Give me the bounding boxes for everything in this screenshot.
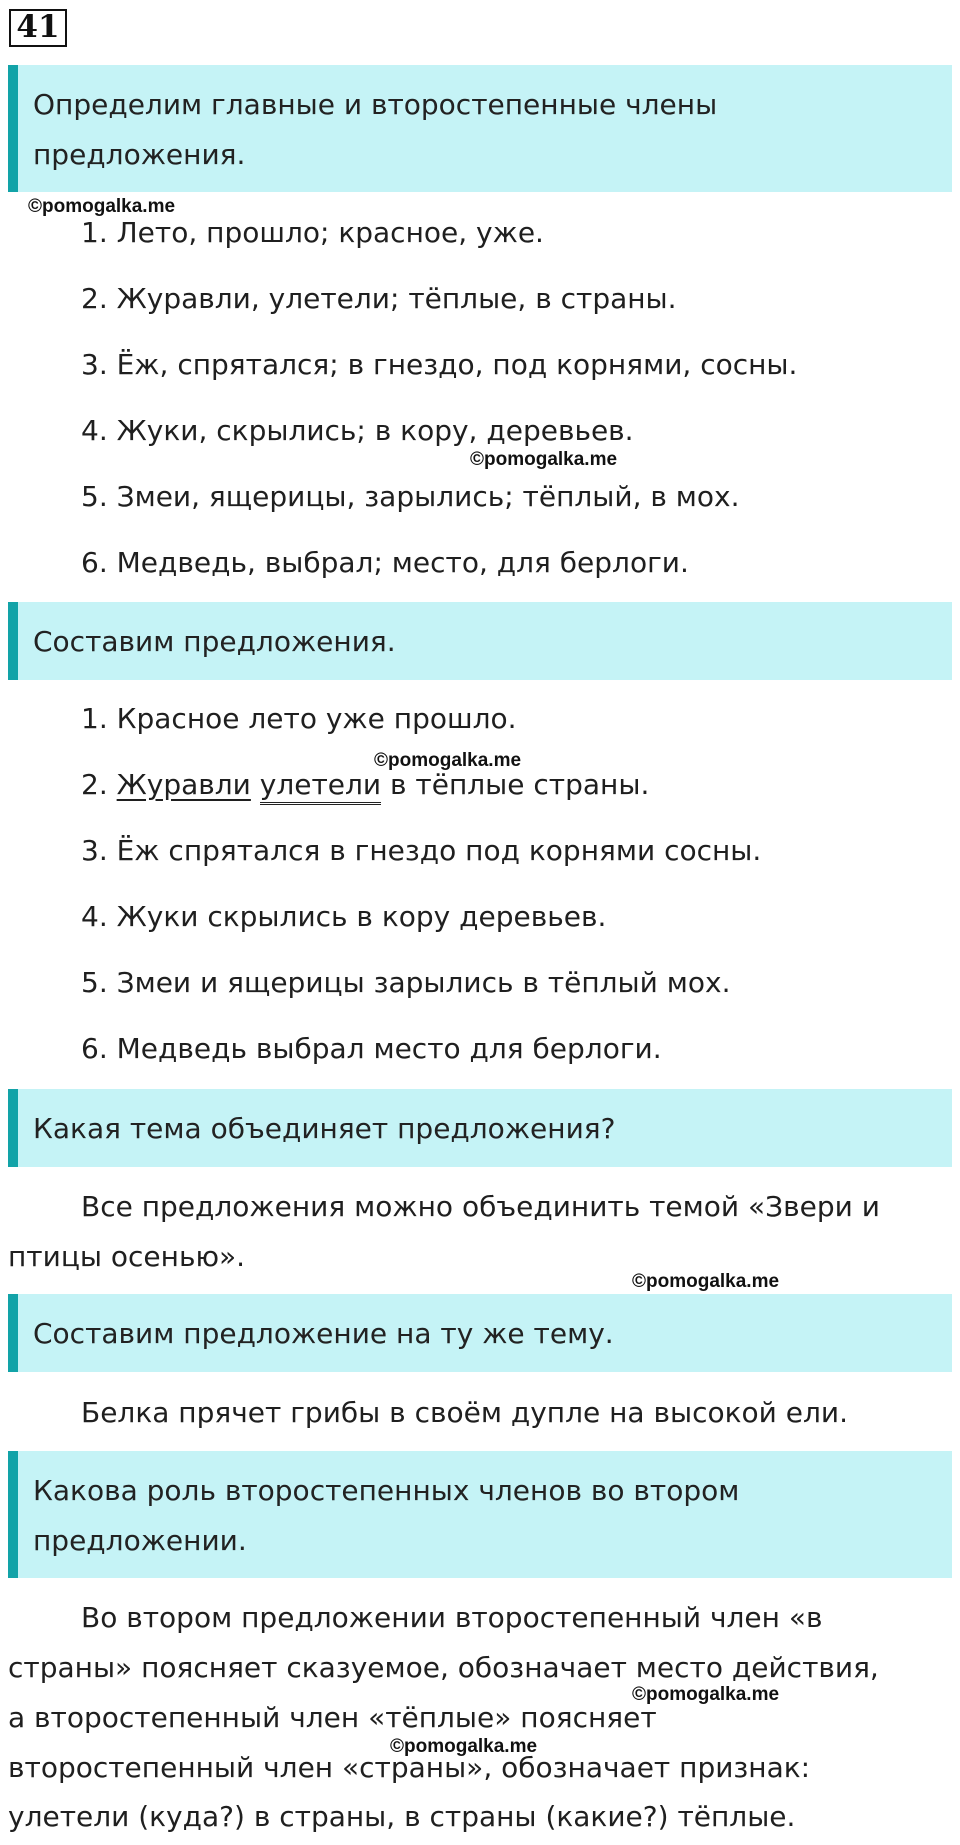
- list-item: 6. Медведь, выбрал; место, для берлоги.: [81, 546, 689, 579]
- watermark: ©pomogalka.me: [374, 750, 522, 771]
- item-rest: в тёплые страны.: [381, 768, 650, 801]
- section-header-role: Какова роль второстепенных членов во втором предложении.: [8, 1451, 952, 1578]
- list-item: 1. Красное лето уже прошло.: [81, 702, 517, 735]
- paragraph-line: второстепенный член «страны», обозначает признак:: [8, 1751, 811, 1784]
- section-header-same-topic: Составим предложение на ту же тему.: [8, 1294, 952, 1372]
- list-item: 4. Жуки, скрылись; в кору, деревьев.: [81, 414, 634, 447]
- paragraph-line: страны» поясняет сказуемое, обозначает место действия,: [8, 1651, 879, 1684]
- paragraph-line: Все предложения можно объединить темой «Звери и: [81, 1190, 880, 1223]
- section-header-members: Определим главные и второстепенные члены предложения.: [8, 65, 952, 192]
- watermark: ©pomogalka.me: [470, 449, 618, 470]
- section-header-compose: Составим предложения.: [8, 602, 952, 680]
- paragraph-line: улетели (куда?) в страны, в страны (какие?) тёплые.: [8, 1800, 796, 1833]
- watermark: ©pomogalka.me: [632, 1684, 780, 1705]
- task-number-box: 41: [9, 9, 67, 47]
- watermark: ©pomogalka.me: [632, 1271, 780, 1292]
- list-item: 3. Ёж, спрятался; в гнездо, под корнями, сосны.: [81, 348, 798, 381]
- list-item: 2. Журавли, улетели; тёплые, в страны.: [81, 282, 677, 315]
- watermark: ©pomogalka.me: [28, 196, 176, 217]
- list-item-underlined: [81, 765, 649, 805]
- list-item: 1. Лето, прошло; красное, уже.: [81, 216, 544, 249]
- list-item: 6. Медведь выбрал место для берлоги.: [81, 1032, 662, 1065]
- predicate-underline: улетели: [260, 768, 381, 805]
- section-header-theme: Какая тема объединяет предложения?: [8, 1089, 952, 1167]
- paragraph-line: Во втором предложении второстепенный член «в: [81, 1601, 823, 1634]
- list-item: 5. Змеи, ящерицы, зарылись; тёплый, в мох.: [81, 480, 740, 513]
- paragraph-line: Белка прячет грибы в своём дупле на высокой ели.: [81, 1396, 848, 1429]
- list-item: 5. Змеи и ящерицы зарылись в тёплый мох.: [81, 966, 731, 999]
- watermark: ©pomogalka.me: [390, 1736, 538, 1757]
- subject-underline: Журавли: [116, 768, 251, 801]
- paragraph-line: птицы осенью».: [8, 1240, 246, 1273]
- item-prefix: 2.: [81, 768, 117, 801]
- paragraph-line: а второстепенный член «тёплые» поясняет: [8, 1701, 657, 1734]
- list-item: 4. Жуки скрылись в кору деревьев.: [81, 900, 607, 933]
- list-item: 3. Ёж спрятался в гнездо под корнями сосны.: [81, 834, 762, 867]
